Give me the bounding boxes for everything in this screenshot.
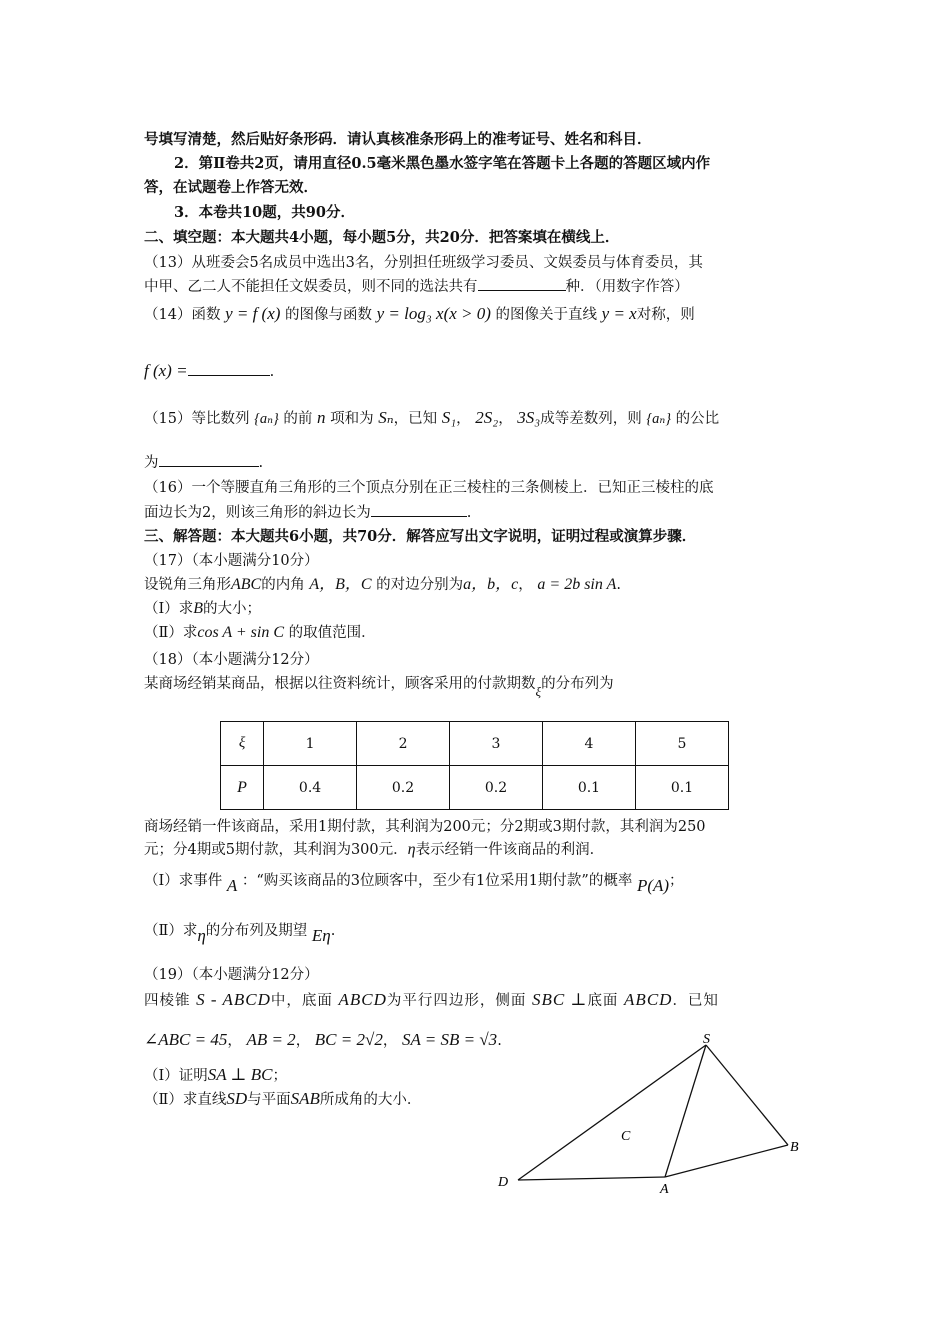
q18-xi: ξ bbox=[535, 684, 542, 699]
table-cell: 0.1 bbox=[542, 766, 635, 810]
q17-text-c: 的对边分别为 bbox=[376, 577, 464, 593]
section2-title: 二、填空题：本大题共4小题，每小题5分，共20分．把答案填在横线上． bbox=[144, 229, 620, 246]
q18-text-2 bbox=[144, 840, 808, 860]
q19-pyramid: S - ABCD bbox=[196, 990, 271, 1009]
q19-text-e: ．已知 bbox=[672, 993, 719, 1009]
q17-triangle: ABC bbox=[231, 576, 262, 593]
q18-text-2b: 表示经销一件该商品的利润． bbox=[415, 842, 605, 858]
q19-cond-3: BC = 2√2 bbox=[314, 1030, 383, 1049]
q19-text-b: 中，底面 bbox=[270, 993, 333, 1009]
edge-da bbox=[518, 1177, 665, 1180]
q15-seq-2: {aₙ} bbox=[646, 411, 672, 427]
table-cell: 5 bbox=[635, 722, 728, 766]
q18-p2-eta: η bbox=[197, 926, 206, 945]
q15-seq: {aₙ} bbox=[254, 411, 279, 427]
q18-p1-prob: P(A) bbox=[636, 876, 670, 895]
q17-period: . bbox=[616, 577, 621, 593]
q15-line-1 bbox=[144, 408, 808, 429]
q19-p2-c: 与平面 bbox=[247, 1092, 291, 1108]
q19-p2-d: SAB bbox=[290, 1089, 320, 1108]
q17-line-1 bbox=[144, 575, 808, 595]
q15-sn: Sₙ bbox=[378, 408, 394, 427]
q19-face: SBC ⊥ bbox=[531, 990, 588, 1009]
q13-line-1: （13）从班委会5名成员中选出3名，分别担任班级学习委员、文娱委员与体育委员，其 bbox=[144, 255, 703, 271]
q14-text-c: 的图像关于直线 bbox=[495, 307, 598, 323]
q19-base: ABCD bbox=[338, 990, 387, 1009]
q15-s3: 3S₃ bbox=[517, 408, 541, 427]
q17-p1-c: 的大小； bbox=[203, 601, 262, 617]
q15-text-e: 成等差数列，则 bbox=[540, 411, 642, 427]
table-cell: 4 bbox=[542, 722, 635, 766]
q16-answer-blank[interactable] bbox=[371, 502, 467, 517]
q17-heading: （17）（本小题满分10分） bbox=[144, 553, 319, 569]
pyramid-figure bbox=[490, 1025, 810, 1205]
q13-line-2 bbox=[144, 276, 808, 297]
table-cell: P bbox=[221, 766, 264, 810]
vertex-label-b: B bbox=[790, 1140, 799, 1155]
q15-text-b: 的前 bbox=[283, 411, 313, 427]
q19-heading: （19）（本小题满分12分） bbox=[144, 967, 319, 983]
q14-formula-1: y = f (x) bbox=[225, 304, 281, 323]
q18-intro bbox=[144, 674, 808, 699]
q18-text-2a: 元；分4期或5期付款，其利润为300元． bbox=[144, 842, 408, 858]
q18-eta: η bbox=[407, 841, 416, 858]
table-row bbox=[221, 722, 729, 766]
q19-cond-2: AB = 2 bbox=[246, 1030, 296, 1049]
q17-angles: A，B，C bbox=[309, 576, 372, 593]
table-cell: 0.2 bbox=[357, 766, 450, 810]
q17-sides: a，b，c bbox=[463, 576, 519, 593]
q15-text-d: ，已知 bbox=[393, 411, 438, 427]
q14-formula-2: y = log₃ x(x > 0) bbox=[376, 304, 491, 323]
q17-text-d: ， bbox=[518, 577, 533, 593]
q17-part-1 bbox=[144, 599, 808, 619]
q15-answer-blank[interactable] bbox=[159, 452, 259, 467]
q17-p2-a: （Ⅱ）求 bbox=[144, 625, 198, 641]
q14-text-b: 的图像与函数 bbox=[285, 307, 373, 323]
header-line-3: 答，在试题卷上作答无效． bbox=[144, 179, 318, 196]
q15-text-a: （15）等比数列 bbox=[144, 411, 250, 427]
q19-period: . bbox=[497, 1033, 502, 1049]
q13-text-a: 中甲、乙二人不能担任文娱委员，则不同的选法共有 bbox=[144, 279, 478, 295]
q17-part-2 bbox=[144, 623, 808, 643]
vertex-label-c: C bbox=[621, 1129, 631, 1144]
q15-text-f: 的公比 bbox=[675, 411, 720, 427]
vertex-label-s: S bbox=[703, 1032, 710, 1047]
q14-formula-3: y = x bbox=[601, 304, 637, 323]
q19-p2-b: SD bbox=[226, 1089, 248, 1108]
q15-comma-1: ， bbox=[456, 411, 471, 427]
q19-p1-c: ； bbox=[272, 1068, 288, 1084]
edge-sb bbox=[706, 1045, 788, 1145]
q19-text-a: 四棱锥 bbox=[144, 993, 191, 1009]
table-cell: 2 bbox=[357, 722, 450, 766]
q15-text-g: 为 bbox=[144, 455, 159, 471]
table-cell: 0.2 bbox=[450, 766, 543, 810]
q15-text-c: 项和为 bbox=[330, 411, 374, 427]
table-cell: 3 bbox=[450, 722, 543, 766]
q19-p1-a: （Ⅰ）证明 bbox=[144, 1068, 208, 1084]
q14-text-a: （14）函数 bbox=[144, 307, 221, 323]
q15-s1: S₁ bbox=[441, 408, 457, 427]
q17-p2-c: 的取值范围． bbox=[288, 625, 376, 641]
q18-heading: （18）（本小题满分12分） bbox=[144, 652, 319, 668]
q19-cond-4: SA = SB = √3 bbox=[401, 1030, 498, 1049]
q14-answer-prefix: f (x) = bbox=[144, 361, 188, 380]
q19-line-1 bbox=[144, 990, 808, 1011]
q18-part-1 bbox=[144, 870, 808, 895]
q13-text-b: 种．（用数字作答） bbox=[565, 279, 689, 295]
edge-ab bbox=[665, 1145, 788, 1177]
table-row bbox=[221, 766, 729, 810]
q14-line-1 bbox=[144, 304, 808, 325]
q16-line-2: 面边长为2，则该三角形的斜边长为 . bbox=[144, 502, 808, 523]
q19-p2-a: （Ⅱ）求直线 bbox=[144, 1092, 227, 1108]
q17-p1-b: B bbox=[193, 600, 204, 617]
q19-text-d: 底面 bbox=[587, 993, 619, 1009]
q18-intro-b: 的分布列为 bbox=[541, 676, 614, 692]
q18-p2-b: 的分布列及期望 bbox=[205, 923, 308, 939]
q15-line-2: 为 . bbox=[144, 452, 808, 473]
table-cell: ξ bbox=[221, 722, 264, 766]
table-cell: 0.4 bbox=[264, 766, 357, 810]
q14-text-d: 对称，则 bbox=[636, 307, 695, 323]
edge-sd bbox=[518, 1045, 706, 1180]
q19-cond-1: ∠ABC = 45 bbox=[144, 1030, 228, 1049]
table-cell: 1 bbox=[264, 722, 357, 766]
q15-comma-2: ， bbox=[498, 411, 513, 427]
q19-p1-b: SA ⊥ BC bbox=[207, 1065, 273, 1084]
q18-p1-event: A bbox=[226, 876, 238, 895]
q18-p1-c: ； bbox=[669, 873, 684, 889]
section3-title: 三、解答题：本大题共6小题，共70分．解答应写出文字说明，证明过程或演算步骤． bbox=[144, 528, 697, 545]
q19-base-2: ABCD bbox=[624, 990, 673, 1009]
q17-p2-b: cos A + sin C bbox=[197, 624, 285, 641]
q19-sep-2: ， bbox=[295, 1033, 311, 1049]
header-line-4: 3．本卷共10题，共90分． bbox=[174, 204, 355, 221]
q18-text-1: 商场经销一件该商品，采用1期付款，其利润为200元；分2期或3期付款，其利润为250 bbox=[144, 819, 706, 835]
q18-p2-c: . bbox=[330, 923, 336, 939]
vertex-label-d: D bbox=[498, 1175, 509, 1190]
q13-answer-blank[interactable] bbox=[478, 276, 566, 291]
q19-sep-1: ， bbox=[227, 1033, 242, 1049]
q17-text-b: 的内角 bbox=[261, 577, 305, 593]
table-cell: 0.1 bbox=[635, 766, 728, 810]
q18-intro-a: 某商场经销某商品，根据以往资料统计，顾客采用的付款期数 bbox=[144, 676, 536, 692]
q18-part-2 bbox=[144, 920, 808, 945]
q19-text-c: 为平行四边形，侧面 bbox=[386, 993, 527, 1009]
q15-n: n bbox=[317, 408, 326, 427]
q14-answer-blank[interactable] bbox=[188, 361, 270, 376]
distribution-table bbox=[220, 721, 729, 810]
edge-as bbox=[665, 1045, 706, 1177]
q19-sep-3: ， bbox=[382, 1033, 398, 1049]
header-line-2: 2．第Ⅱ卷共2页，请用直径0.5毫米黑色墨水签字笔在答题卡上各题的答题区域内作 bbox=[174, 155, 711, 172]
q17-text-a: 设锐角三角形 bbox=[144, 577, 231, 593]
q16-text: 面边长为2，则该三角形的斜边长为 bbox=[144, 505, 371, 521]
q18-p2-expect: Eη bbox=[311, 926, 331, 945]
q17-equation: a = 2b sin A bbox=[537, 576, 617, 593]
q18-p1-a: （Ⅰ）求事件 bbox=[144, 873, 223, 889]
q19-p2-e: 所成角的大小． bbox=[319, 1092, 422, 1108]
q18-p1-b: ：“购买该商品的3位顾客中，至少有1位采用1期付款”的概率 bbox=[241, 873, 633, 889]
q15-s2: 2S₂ bbox=[475, 408, 499, 427]
q16-line-1: （16）一个等腰直角三角形的三个顶点分别在正三棱柱的三条侧棱上．已知正三棱柱的底 bbox=[144, 480, 714, 496]
vertex-label-a: A bbox=[660, 1182, 669, 1197]
q18-p2-a: （Ⅱ）求 bbox=[144, 923, 198, 939]
q17-p1-a: （Ⅰ）求 bbox=[144, 601, 194, 617]
header-line-1: 号填写清楚，然后贴好条形码．请认真核准条形码上的准考证号、姓名和科目． bbox=[144, 131, 652, 148]
q14-line-2: f (x) = . bbox=[144, 361, 275, 380]
